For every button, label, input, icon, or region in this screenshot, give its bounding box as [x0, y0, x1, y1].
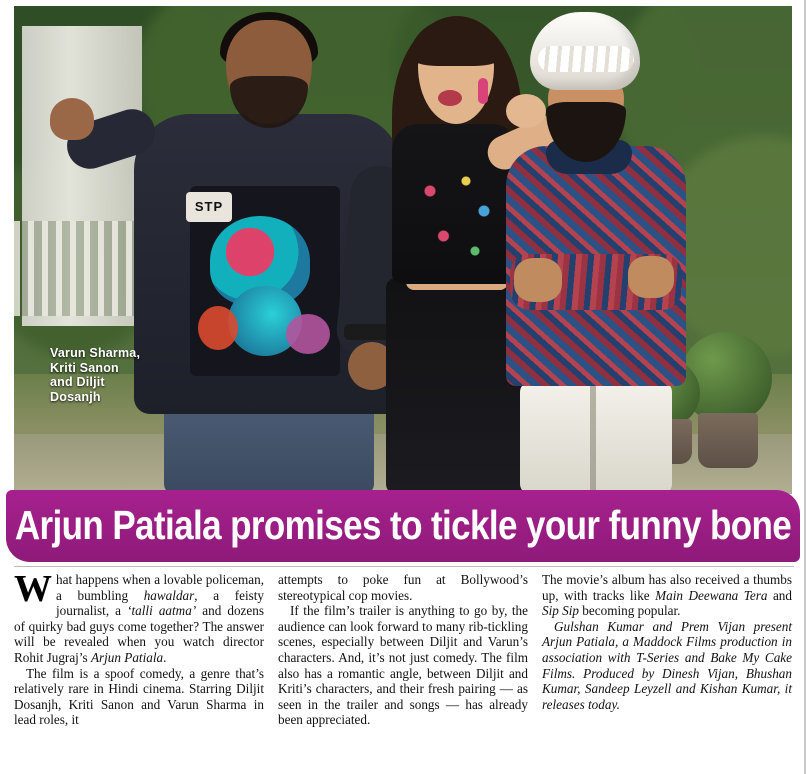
flower-pot	[698, 413, 758, 468]
article-paragraph: The movie’s album has also received a thumbs up, with tracks like Main Deewana Tera and Sip Sip becoming popular.	[542, 572, 792, 619]
kriti-lips	[438, 90, 462, 106]
article-column-3	[542, 572, 792, 762]
article-photo	[14, 6, 792, 494]
column-divider	[14, 566, 794, 567]
tshirt-art	[198, 306, 238, 350]
kriti-floral-embroidery	[412, 166, 502, 266]
kriti-hand	[506, 94, 546, 128]
diljit-trousers	[520, 382, 672, 494]
tshirt-art	[286, 314, 330, 354]
page-title: Arjun Patiala promises to tickle your funny bone	[14, 502, 792, 549]
headline-banner	[6, 490, 800, 562]
article-column-1	[14, 568, 264, 762]
drop-cap: W	[14, 568, 52, 610]
article-paragraph: attempts to poke fun at Bollywood’s stereotypical cop movies.	[278, 572, 528, 603]
kriti-earring	[478, 78, 488, 104]
varun-left-hand	[50, 98, 94, 140]
diljit-hand	[514, 258, 562, 302]
varun-jeans	[164, 404, 374, 494]
wristwatch	[344, 324, 392, 340]
article-column-2	[278, 572, 528, 762]
article-paragraph: If the film’s trailer is anything to go by, the audience can look forward to many rib-tickling scenes, especially between Diljit and Varun’s characters. And, it’s not just comedy. The film also has a romantic angle, between Diljit and Kriti’s characters, and their fresh pairing — as seen in the trailer and songs — has already been appreciated.	[278, 603, 528, 728]
article-paragraph: What happens when a lovable policeman, a bumbling hawaldar, a feisty journalist, a ‘talli aatma’ and dozens of quirky bad guys come together? The answer will be revealed when you watch director Rohit Jugraj’s Arjun Patiala.	[14, 568, 264, 665]
photo-caption: Varun Sharma, Kriti Sanon and Diljit Dosanjh	[50, 346, 141, 404]
tshirt-logo: STP	[186, 192, 232, 222]
diljit-hand	[628, 256, 674, 298]
article-paragraph: The film is a spoof comedy, a genre that’s relatively rare in Hindi cinema. Starring Diljit Dosanjh, Kriti Sanon and Varun Sharma in lead roles, it	[14, 665, 264, 728]
kriti-skirt	[386, 278, 526, 494]
article-paragraph: Gulshan Kumar and Prem Vijan present Arjun Patiala, a Maddock Films production in association with T-Series and Bake My Cake Films. Produced by Dinesh Vijan, Bhushan Kumar, Sandeep Leyzell and Kishan Kumar, it releases today.	[542, 618, 792, 712]
article-body	[14, 568, 794, 762]
